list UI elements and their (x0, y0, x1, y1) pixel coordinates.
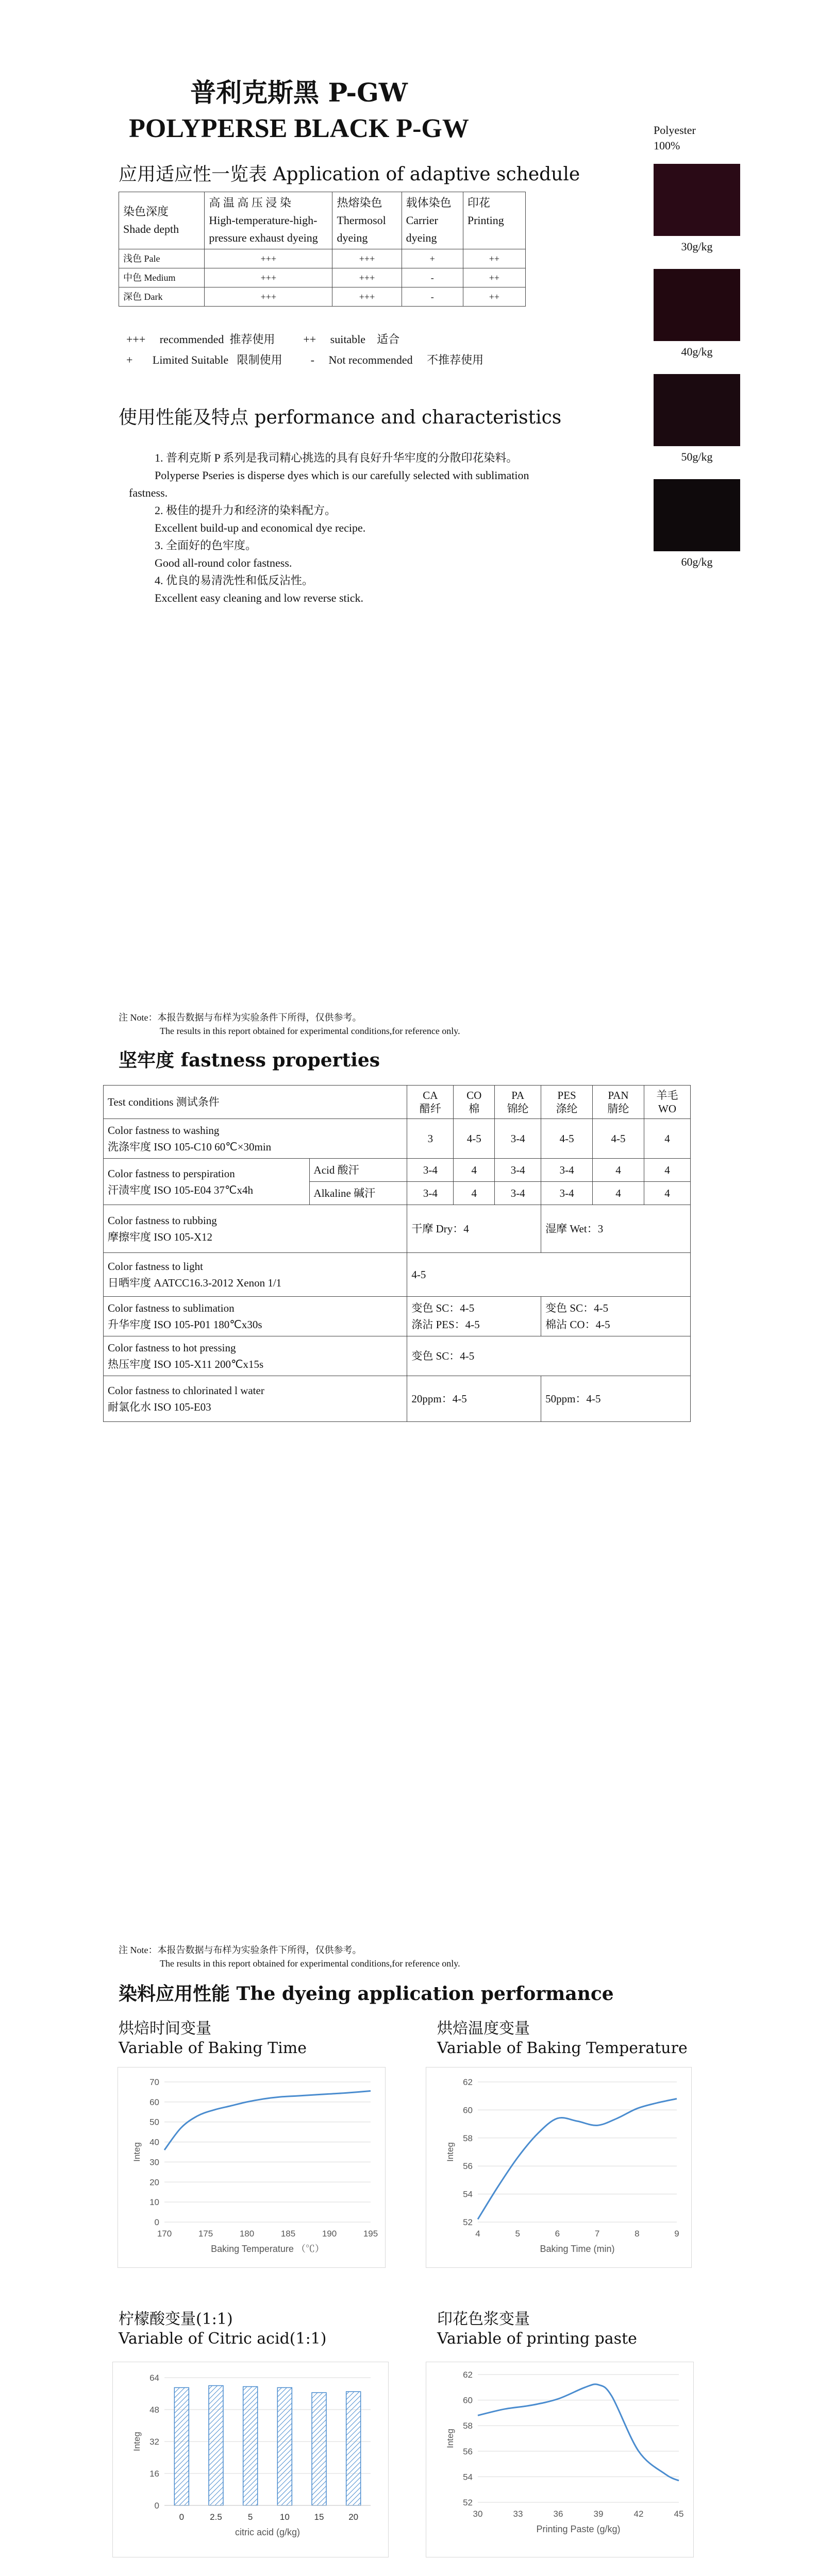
x-tick-label: 33 (513, 2509, 523, 2519)
y-axis-label: Integ (132, 2142, 142, 2162)
y-tick-label: 0 (154, 2217, 159, 2227)
schedule-head-carrier-en1: Carrier (406, 214, 438, 227)
swatch-label-50: 50g/kg (681, 450, 713, 463)
chart-title-temp-en: Variable of Baking Temperature (437, 2039, 688, 2057)
chart-title-time-cn: 烘焙时间变量 (119, 2020, 211, 2038)
schedule-head-shade (119, 192, 205, 249)
x-tick-label: 195 (363, 2229, 378, 2239)
test-name-en: Color fastness to perspiration (108, 1167, 235, 1180)
schedule-head-printing-cn: 印花 (467, 196, 490, 209)
schedule-cell: - (402, 268, 463, 287)
chart-title-citric-en: Variable of Citric acid(1:1) (119, 2330, 327, 2348)
chart-printing-paste-svg (426, 2362, 694, 2558)
x-tick-label: 175 (198, 2229, 213, 2239)
head-col-en: PES (557, 1089, 576, 1101)
sublimation-sc: 变色 SC：4-5 (545, 1302, 609, 1314)
fastness-value: 3-4 (541, 1182, 593, 1205)
schedule-heading: 应用适应性一览表 Application of adaptive schedule (119, 164, 580, 185)
test-name-en: Color fastness to chlorinated l water (108, 1384, 264, 1397)
fastness-value: 4-5 (454, 1119, 495, 1159)
fastness-row-chlorinated (104, 1376, 691, 1422)
bar (243, 2386, 258, 2505)
performance-line: fastness. (129, 486, 168, 499)
product-title-cn: 普利克斯黑 P-GW (190, 77, 408, 108)
note-line-cn: 注 Note：本报告数据与布样为实验条件下所得，仅供参考。 (119, 1945, 362, 1955)
swatch-label-40: 40g/kg (681, 345, 713, 358)
schedule-head-carrier (402, 192, 463, 249)
schedule-cell: 浅色 Pale (119, 249, 205, 268)
y-tick-label: 54 (463, 2472, 473, 2482)
x-tick-label: 5 (247, 2512, 253, 2522)
fastness-value: 3-4 (541, 1159, 593, 1182)
product-title-en: POLYPERSE BLACK P-GW (129, 114, 469, 143)
fastness-header-row (104, 1086, 691, 1119)
y-axis-label: Integ (445, 2142, 455, 2162)
performance-heading: 使用性能及特点 performance and characteristics (119, 407, 562, 428)
y-tick-label: 10 (149, 2197, 159, 2208)
x-tick-label: 7 (594, 2229, 600, 2239)
schedule-head-thermosol (332, 192, 402, 249)
y-tick-label: 56 (463, 2446, 473, 2456)
bar (312, 2393, 326, 2505)
test-name-cn: 洗涤牢度 ISO 105-C10 60℃×30min (108, 1141, 272, 1153)
y-tick-label: 16 (149, 2469, 159, 2479)
fastness-test-hotpress (104, 1336, 407, 1376)
schedule-head-printing (463, 192, 525, 249)
fastness-head-co (454, 1086, 495, 1119)
light-value: 4-5 (407, 1253, 691, 1297)
fastness-test-chlorinated (104, 1376, 407, 1422)
test-name-en: Color fastness to sublimation (108, 1302, 235, 1314)
schedule-head-shade-en: Shade depth (123, 223, 179, 235)
y-tick-label: 52 (463, 2217, 473, 2227)
test-name-en: Color fastness to washing (108, 1124, 220, 1137)
y-tick-label: 64 (149, 2373, 159, 2383)
fastness-value: 4 (644, 1182, 691, 1205)
fastness-value: 3-4 (495, 1182, 541, 1205)
x-axis-label: citric acid (g/kg) (235, 2527, 301, 2537)
x-tick-label: 185 (280, 2229, 296, 2239)
swatch-caption (654, 123, 696, 154)
fastness-value: 3-4 (495, 1119, 541, 1159)
fastness-value: 4 (644, 1159, 691, 1182)
swatch-caption-percent: 100% (654, 139, 680, 152)
performance-line: Good all-round color fastness. (155, 556, 292, 569)
y-tick-label: 58 (463, 2421, 473, 2431)
y-axis-label: Integ (445, 2429, 455, 2448)
rubbing-wet: 湿摩 Wet：3 (541, 1205, 691, 1253)
note-block-1 (119, 1011, 460, 1038)
sublimation-pes: 涤沾 PES：4-5 (411, 1318, 480, 1331)
schedule-cell: +++ (332, 249, 402, 268)
fastness-test-light (104, 1253, 407, 1297)
schedule-head-exhaust (205, 192, 332, 249)
test-name-cn: 汗渍牢度 ISO 105-E04 37℃x4h (108, 1183, 253, 1196)
fastness-value: 3-4 (495, 1159, 541, 1182)
fastness-head-ca (407, 1086, 454, 1119)
x-tick-label: 4 (475, 2229, 480, 2239)
fastness-row-washing (104, 1119, 691, 1159)
note-line-en: The results in this report obtained for experimental conditions,for reference only. (160, 1026, 460, 1036)
fastness-table (103, 1085, 691, 1422)
x-axis-label: Baking Time (min) (540, 2244, 615, 2254)
x-tick-label: 170 (157, 2229, 172, 2239)
head-col-cn: WO (658, 1103, 676, 1115)
fastness-test-sublimation (104, 1297, 407, 1336)
test-name-cn: 摩擦牢度 ISO 105-X12 (108, 1231, 212, 1243)
color-swatch-40 (654, 269, 740, 341)
schedule-cell: +++ (205, 287, 332, 307)
schedule-head-exhaust-en1: High-temperature-high- (209, 214, 318, 227)
y-tick-label: 62 (463, 2370, 473, 2380)
head-col-en: CO (466, 1089, 482, 1101)
sublimation-right (541, 1297, 691, 1336)
bar (277, 2387, 292, 2505)
head-col-en: 羊毛 (656, 1089, 678, 1101)
chart-baking-time-svg (118, 2067, 386, 2268)
y-tick-label: 50 (149, 2117, 159, 2127)
fastness-test-washing (104, 1119, 407, 1159)
series-line (478, 2099, 677, 2219)
y-tick-label: 0 (154, 2501, 159, 2511)
y-tick-label: 58 (463, 2133, 473, 2143)
schedule-legend-2: + Limited Suitable 限制使用 - Not recommended 不推荐使用 (126, 353, 484, 366)
x-tick-label: 2.5 (210, 2512, 222, 2522)
chlorinated-50ppm: 50ppm：4-5 (541, 1376, 691, 1422)
performance-line: 4. 优良的易清洗性和低反沾性。 (155, 574, 314, 587)
head-col-cn: 腈纶 (607, 1103, 629, 1115)
bar (346, 2392, 361, 2505)
acid-label: Acid 酸汗 (309, 1159, 407, 1182)
chart-printing-paste (426, 2362, 694, 2557)
head-col-cn: 醋纤 (419, 1103, 441, 1115)
note-line-en: The results in this report obtained for experimental conditions,for reference only. (160, 1958, 460, 1969)
test-name-cn: 日晒牢度 AATCC16.3-2012 Xenon 1/1 (108, 1277, 282, 1289)
schedule-head-thermosol-en1: Thermosol (337, 214, 386, 227)
fastness-value: 3-4 (407, 1159, 454, 1182)
test-name-cn: 升华牢度 ISO 105-P01 180℃x30s (108, 1318, 262, 1331)
fastness-value: 4 (593, 1182, 644, 1205)
chlorinated-20ppm: 20ppm：4-5 (407, 1376, 541, 1422)
x-tick-label: 15 (314, 2512, 324, 2522)
fastness-head-pa (495, 1086, 541, 1119)
note-line-cn: 注 Note：本报告数据与布样为实验条件下所得，仅供参考。 (119, 1012, 362, 1023)
x-axis-label: Printing Paste (g/kg) (536, 2524, 621, 2534)
swatch-label-60: 60g/kg (681, 555, 713, 568)
fastness-value: 4-5 (541, 1119, 593, 1159)
fastness-test-perspiration (104, 1159, 310, 1205)
schedule-cell: - (402, 287, 463, 307)
schedule-head-thermosol-en2: dyeing (337, 231, 368, 244)
chart-citric-acid (112, 2362, 389, 2557)
chart-title-paste-cn: 印花色浆变量 (437, 2310, 530, 2328)
fastness-head-wo (644, 1086, 691, 1119)
schedule-head-exhaust-en2: pressure exhaust dyeing (209, 231, 318, 244)
y-tick-label: 60 (149, 2097, 159, 2107)
performance-line: 2. 极佳的提升力和经济的染料配方。 (155, 504, 337, 517)
fastness-head-label: Test conditions 测试条件 (104, 1086, 407, 1119)
y-tick-label: 54 (463, 2189, 473, 2199)
color-swatch-30 (654, 164, 740, 236)
chart-title-paste-en: Variable of printing paste (437, 2330, 637, 2348)
performance-line: 3. 全面好的色牢度。 (155, 539, 257, 552)
schedule-head-thermosol-cn: 热熔染色 (337, 196, 382, 209)
x-tick-label: 8 (635, 2229, 640, 2239)
schedule-cell: +++ (205, 249, 332, 268)
sublimation-co: 棉沾 CO：4-5 (545, 1318, 610, 1331)
performance-line: Excellent easy cleaning and low reverse stick. (155, 591, 364, 604)
y-tick-label: 32 (149, 2437, 159, 2447)
x-tick-label: 39 (593, 2509, 604, 2519)
x-tick-label: 20 (348, 2512, 359, 2522)
test-name-en: Color fastness to light (108, 1260, 203, 1273)
schedule-table (119, 192, 526, 307)
fastness-head-pan (593, 1086, 644, 1119)
schedule-cell: 中色 Medium (119, 268, 205, 287)
fastness-row-hotpress (104, 1336, 691, 1376)
color-swatch-50 (654, 374, 740, 446)
x-tick-label: 5 (515, 2229, 520, 2239)
test-name-cn: 耐氯化水 ISO 105-E03 (108, 1401, 211, 1413)
test-name-en: Color fastness to hot pressing (108, 1342, 236, 1354)
y-tick-label: 30 (149, 2157, 159, 2167)
head-col-cn: 棉 (469, 1103, 480, 1115)
schedule-head-printing-en: Printing (467, 214, 504, 227)
chart-title-temp-cn: 烘焙温度变量 (437, 2020, 530, 2038)
test-name-cn: 热压牢度 ISO 105-X11 200℃x15s (108, 1358, 264, 1370)
chart-baking-temp (426, 2067, 692, 2268)
fastness-head-pes (541, 1086, 593, 1119)
application-heading: 染料应用性能 The dyeing application performance (119, 1983, 614, 2005)
fastness-row-perspiration-acid (104, 1159, 691, 1182)
y-tick-label: 60 (463, 2395, 473, 2405)
performance-line: 1. 普利克斯 P 系列是我司精心挑选的具有良好升华牢度的分散印花染料。 (155, 451, 518, 464)
sublimation-sc: 变色 SC：4-5 (411, 1302, 475, 1314)
chart-title-citric-cn: 柠檬酸变量(1:1) (119, 2310, 233, 2328)
y-tick-label: 52 (463, 2498, 473, 2507)
schedule-row-pale (119, 249, 526, 268)
schedule-cell: ++ (463, 249, 525, 268)
series-line (164, 2091, 371, 2150)
schedule-legend-1: +++ recommended 推荐使用 ++ suitable 适合 (126, 333, 400, 346)
y-tick-label: 40 (149, 2137, 159, 2147)
performance-line: Excellent build-up and economical dye recipe. (155, 521, 366, 534)
x-tick-label: 36 (553, 2509, 563, 2519)
x-axis-label: Baking Temperature （℃） (211, 2244, 324, 2254)
schedule-row-medium (119, 268, 526, 287)
hotpress-value: 变色 SC：4-5 (407, 1336, 691, 1376)
fastness-value: 3-4 (407, 1182, 454, 1205)
y-tick-label: 48 (149, 2405, 159, 2415)
test-name-en: Color fastness to rubbing (108, 1214, 217, 1227)
color-swatch-60 (654, 479, 740, 551)
bar (209, 2386, 223, 2506)
fastness-test-rubbing (104, 1205, 407, 1253)
chart-baking-time (118, 2067, 386, 2268)
x-tick-label: 6 (555, 2229, 560, 2239)
schedule-cell: +++ (332, 268, 402, 287)
fastness-value: 4 (644, 1119, 691, 1159)
y-tick-label: 56 (463, 2161, 473, 2172)
head-col-cn: 锦纶 (507, 1103, 529, 1115)
x-tick-label: 0 (179, 2512, 185, 2522)
note-block-2 (119, 1943, 460, 1970)
head-col-cn: 涤纶 (556, 1103, 578, 1115)
swatch-label-30: 30g/kg (681, 240, 713, 253)
schedule-cell: ++ (463, 268, 525, 287)
sublimation-left (407, 1297, 541, 1336)
fastness-row-sublimation (104, 1297, 691, 1336)
chart-citric-acid-svg (113, 2362, 389, 2558)
rubbing-dry: 干摩 Dry：4 (407, 1205, 541, 1253)
fastness-row-light (104, 1253, 691, 1297)
fastness-value: 3 (407, 1119, 454, 1159)
schedule-head-shade-cn: 染色深度 (123, 205, 169, 218)
bar (174, 2387, 189, 2505)
fastness-value: 4 (454, 1159, 495, 1182)
schedule-cell: ++ (463, 287, 525, 307)
swatch-caption-fabric: Polyester (654, 124, 696, 137)
schedule-cell: +++ (332, 287, 402, 307)
schedule-cell: 深色 Dark (119, 287, 205, 307)
fastness-value: 4 (593, 1159, 644, 1182)
performance-line: Polyperse Pseries is disperse dyes which is our carefully selected with sublimation (155, 469, 529, 482)
x-tick-label: 42 (633, 2509, 644, 2519)
chart-baking-temp-svg (426, 2067, 692, 2268)
schedule-cell: +++ (205, 268, 332, 287)
y-axis-label: Integ (132, 2432, 142, 2451)
head-col-en: CA (423, 1089, 438, 1101)
y-tick-label: 20 (149, 2177, 159, 2188)
head-col-en: PAN (608, 1089, 629, 1101)
schedule-head-exhaust-cn: 高 温 高 压 浸 染 (209, 196, 291, 209)
head-col-en: PA (511, 1089, 525, 1101)
x-tick-label: 190 (322, 2229, 337, 2239)
schedule-cell: + (402, 249, 463, 268)
fastness-value: 4-5 (593, 1119, 644, 1159)
schedule-head-carrier-en2: dyeing (406, 231, 437, 244)
x-tick-label: 10 (279, 2512, 290, 2522)
x-tick-label: 30 (473, 2509, 483, 2519)
fastness-heading: 坚牢度 fastness properties (119, 1049, 380, 1071)
schedule-header-row (119, 192, 526, 249)
series-line (478, 2384, 679, 2481)
x-tick-label: 45 (674, 2509, 684, 2519)
fastness-row-rubbing (104, 1205, 691, 1253)
x-tick-label: 9 (674, 2229, 679, 2239)
schedule-row-dark (119, 287, 526, 307)
y-tick-label: 62 (463, 2077, 473, 2087)
y-tick-label: 60 (463, 2105, 473, 2115)
x-tick-label: 180 (239, 2229, 255, 2239)
chart-title-time-en: Variable of Baking Time (119, 2039, 307, 2057)
schedule-head-carrier-cn: 载体染色 (406, 196, 452, 209)
y-tick-label: 70 (149, 2077, 159, 2087)
fastness-value: 4 (454, 1182, 495, 1205)
alkaline-label: Alkaline 碱汗 (309, 1182, 407, 1205)
performance-list (129, 449, 624, 607)
